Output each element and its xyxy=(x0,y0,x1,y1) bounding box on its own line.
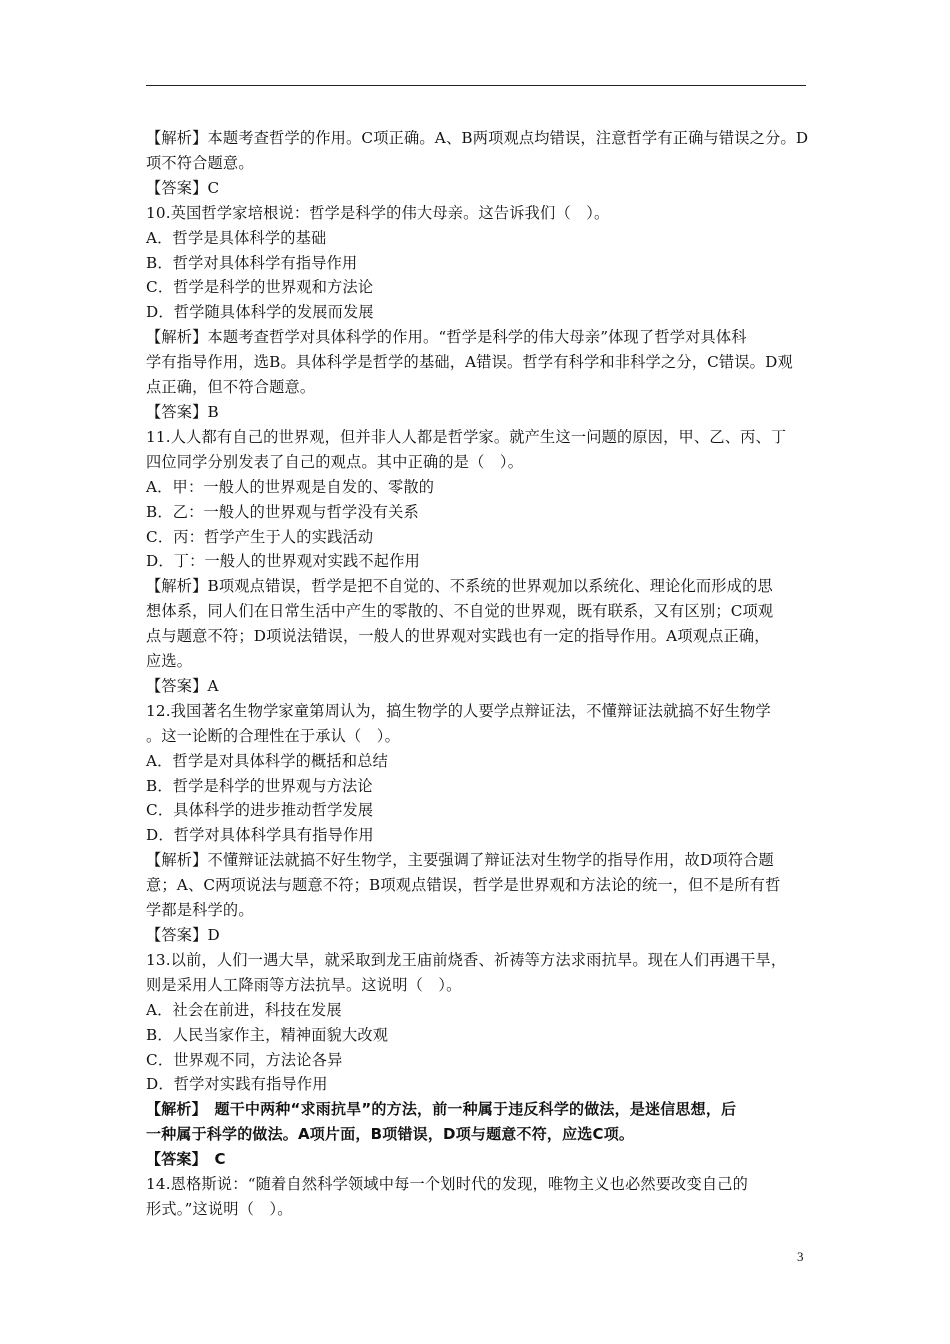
text-line: A．哲学是具体科学的基础 xyxy=(146,228,327,247)
text-line: A．哲学是对具体科学的概括和总结 xyxy=(146,751,388,770)
text-line: B．哲学是科学的世界观与方法论 xyxy=(146,776,373,795)
text-line: A．社会在前进，科技在发展 xyxy=(146,1000,342,1019)
text-line: C．哲学是科学的世界观和方法论 xyxy=(146,278,374,297)
text-line: 14.恩格斯说：“随着自然科学领域中每一个划时代的发现，唯物主义也必然要改变自己的 xyxy=(146,1175,749,1194)
text-line: 学都是科学的。 xyxy=(146,901,254,920)
text-line: 想体系，同人们在日常生活中产生的零散的、不自觉的世界观，既有联系，又有区别；C项观 xyxy=(146,602,774,621)
text-line: 学有指导作用，选B。具体科学是哲学的基础，A错误。哲学有科学和非科学之分，C错误。D观 xyxy=(146,353,793,372)
text-line: C．世界观不同，方法论各异 xyxy=(146,1050,343,1069)
text-line: 项不符合题意。 xyxy=(146,153,254,172)
text-line: 11.人人都有自己的世界观，但并非人人都是哲学家。就产生这一问题的原因，甲、乙、丙、丁 xyxy=(146,427,787,446)
text-line: 应选。 xyxy=(146,652,193,671)
text-line: 【解析】B项观点错误，哲学是把不自觉的、不系统的世界观加以系统化、理论化而形成的思 xyxy=(146,577,773,596)
header-rule xyxy=(146,85,806,86)
text-line: D．哲学对具体科学具有指导作用 xyxy=(146,826,374,845)
text-line: 形式。”这说明（ ）。 xyxy=(146,1199,293,1218)
text-line: 。这一论断的合理性在于承认（ ）。 xyxy=(146,726,400,745)
document-body xyxy=(146,126,812,1222)
text-line: C．丙：哲学产生于人的实践活动 xyxy=(146,527,374,546)
text-line: D．哲学随具体科学的发展而发展 xyxy=(146,303,374,322)
text-line: 【解析】 题干中两种“求雨抗旱”的方法，前一种属于违反科学的做法，是迷信思想，后 xyxy=(146,1100,737,1119)
text-line: B．人民当家作主，精神面貌大改观 xyxy=(146,1025,389,1044)
text-line: B．哲学对具体科学有指导作用 xyxy=(146,253,358,272)
text-line: D．丁：一般人的世界观对实践不起作用 xyxy=(146,552,420,571)
text-line: A．甲：一般人的世界观是自发的、零散的 xyxy=(146,477,435,496)
text-line: 【答案】D xyxy=(146,926,220,944)
text-line: 点正确，但不符合题意。 xyxy=(146,378,316,397)
text-line: B．乙：一般人的世界观与哲学没有关系 xyxy=(146,502,419,521)
text-line: 13.以前，人们一遇大旱，就采取到龙王庙前烧香、祈祷等方法求雨抗旱。现在人们再遇干旱， xyxy=(146,950,787,969)
text-line: 【答案】C xyxy=(146,178,220,197)
text-line: 10.英国哲学家培根说：哲学是科学的伟大母亲。这告诉我们（ ）。 xyxy=(146,203,610,222)
text-line: 【解析】不懂辩证法就搞不好生物学，主要强调了辩证法对生物学的指导作用，故D项符合题 xyxy=(146,851,774,870)
text-line: 【答案】B xyxy=(146,402,219,421)
text-line: D．哲学对实践有指导作用 xyxy=(146,1075,328,1094)
text-line: 【答案】 C xyxy=(146,1150,226,1169)
text-line: 【解析】本题考查哲学的作用。C项正确。A、B两项观点均错误，注意哲学有正确与错误之分。D xyxy=(146,129,809,147)
text-line: 【答案】A xyxy=(146,676,219,695)
page-number: 3 xyxy=(797,1249,804,1264)
text-line: 则是采用人工降雨等方法抗旱。这说明（ ）。 xyxy=(146,975,462,994)
text-line: 一种属于科学的做法。A项片面，B项错误，D项与题意不符，应选C项。 xyxy=(146,1125,635,1144)
text-line: 点与题意不符；D项说法错误，一般人的世界观对实践也有一定的指导作用。A项观点正确， xyxy=(146,627,770,646)
text-line: 12.我国著名生物学家童第周认为，搞生物学的人要学点辩证法，不懂辩证法就搞不好生物学 xyxy=(146,701,771,720)
text-line: 【解析】本题考查哲学对具体科学的作用。“哲学是科学的伟大母亲”体现了哲学对具体科 xyxy=(146,328,747,347)
text-line: C．具体科学的进步推动哲学发展 xyxy=(146,801,374,820)
text-line: 四位同学分别发表了自己的观点。其中正确的是（ ）。 xyxy=(146,452,524,471)
text-line: 意；A、C两项说法与题意不符；B项观点错误，哲学是世界观和方法论的统一，但不是所有哲 xyxy=(146,876,781,895)
